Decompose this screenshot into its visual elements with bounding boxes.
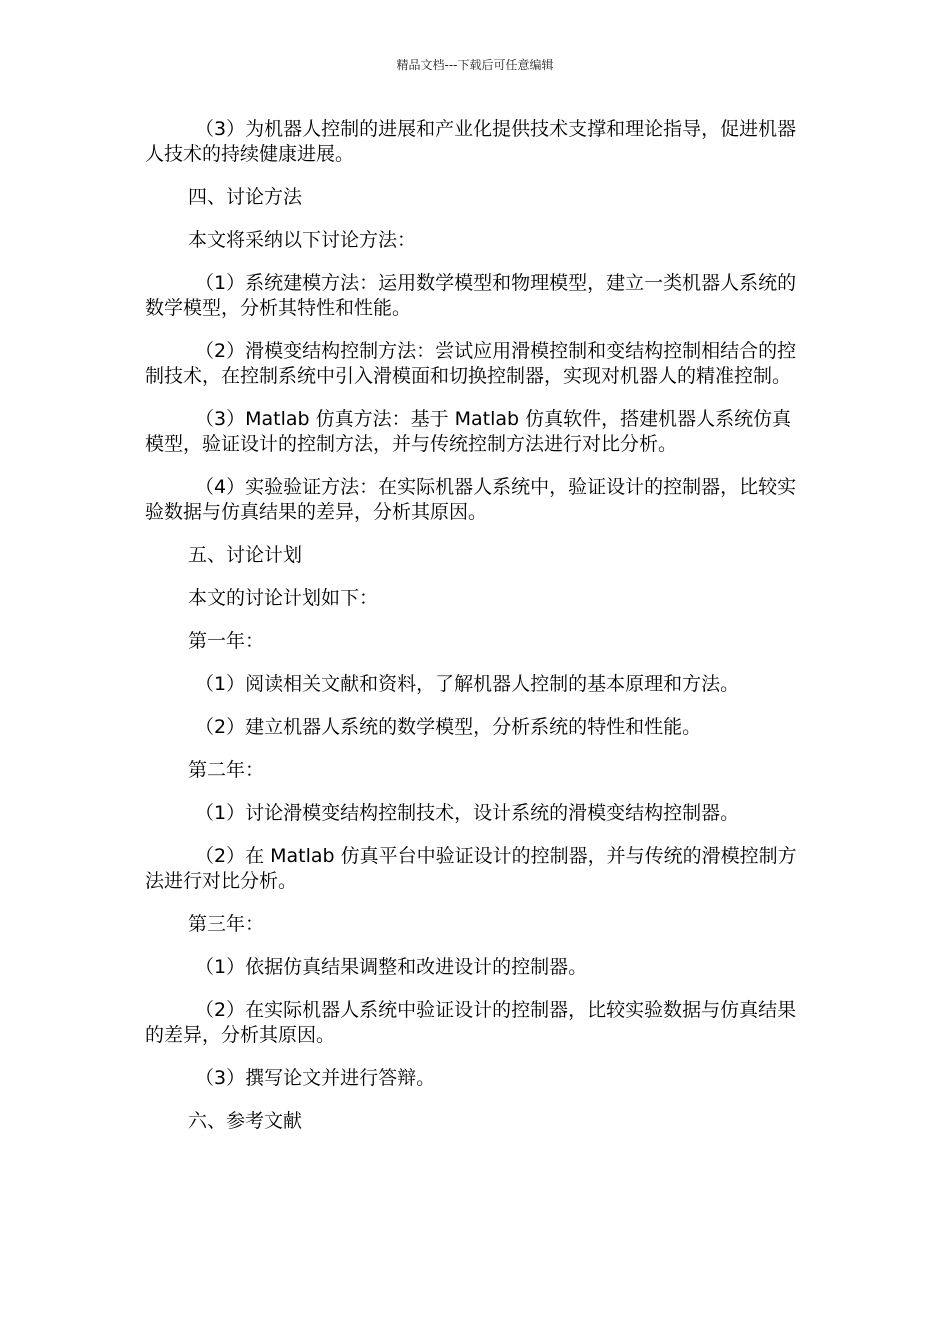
year-label-first: 第一年： <box>188 630 265 652</box>
paragraph-year3-item1: （1）依据仿真结果调整和改进设计的控制器。 <box>195 956 588 978</box>
paragraph-methods-intro: 本文将采纳以下讨论方法： <box>188 229 417 251</box>
paragraph-year3-item3: （3）撰写论文并进行答辩。 <box>195 1067 436 1089</box>
paragraph-method-3: （3）Matlab 仿真方法：基于 Matlab 仿真软件，搭建机器人系统仿真模型，验证设计的控制方法，并与传统控制方法进行对比分析。 <box>145 408 792 455</box>
paragraph-method-2: （2）滑模变结构控制方法：尝试应用滑模控制和变结构控制相结合的控制技术，在控制系统中引入滑模面和切换控制器，实现对机器人的精准控制。 <box>145 340 797 387</box>
paragraph-year2-item1: （1）讨论滑模变结构控制技术，设计系统的滑模变结构控制器。 <box>195 802 740 824</box>
section-heading-plan: 五、讨论计划 <box>188 544 303 566</box>
paragraph-year1-item1: （1）阅读相关文献和资料，了解机器人控制的基本原理和方法。 <box>195 673 740 695</box>
section-heading-methods: 四、讨论方法 <box>188 186 303 208</box>
year-label-third: 第三年： <box>188 913 265 935</box>
paragraph-method-1: （1）系统建模方法：运用数学模型和物理模型，建立一类机器人系统的数学模型，分析其特性和性能。 <box>145 272 797 319</box>
paragraph-goal-3: （3）为机器人控制的进展和产业化提供技术支撑和理论指导，促进机器人技术的持续健康进展。 <box>145 118 797 165</box>
paragraph-year3-item2: （2）在实际机器人系统中验证设计的控制器，比较实验数据与仿真结果的差异，分析其原因。 <box>145 999 797 1046</box>
paragraph-method-4: （4）实验验证方法：在实际机器人系统中，验证设计的控制器，比较实验数据与仿真结果的差异，分析其原因。 <box>145 476 797 523</box>
year-label-second: 第二年： <box>188 759 265 781</box>
section-heading-references: 六、参考文献 <box>188 1110 303 1132</box>
page-header: 精品文档---下载后可任意编辑 <box>396 58 554 72</box>
document-body <box>145 117 805 1152</box>
paragraph-year1-item2: （2）建立机器人系统的数学模型，分析系统的特性和性能。 <box>195 716 702 738</box>
paragraph-year2-item2: （2）在 Matlab 仿真平台中验证设计的控制器，并与传统的滑模控制方法进行对比分析。 <box>145 845 797 892</box>
paragraph-plan-intro: 本文的讨论计划如下： <box>188 587 379 609</box>
